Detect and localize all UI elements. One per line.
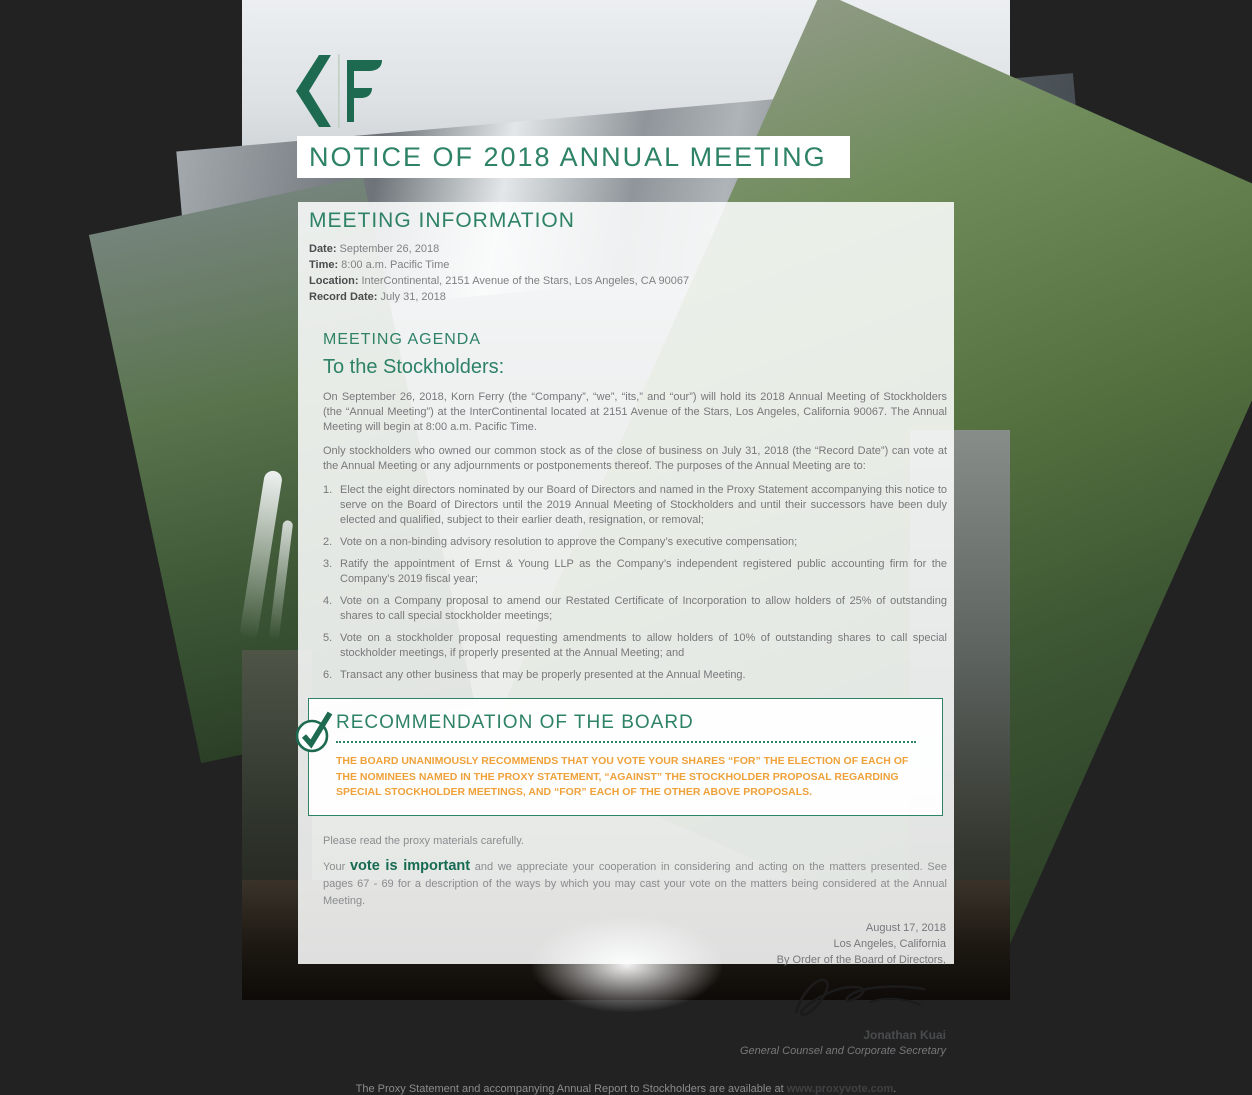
field-value: July 31, 2018 — [380, 291, 446, 303]
content-panel — [298, 202, 954, 1095]
secretary-name: Jonathan Kuai — [863, 1027, 946, 1042]
item-text: Ratify the appointment of Ernst & Young LLP as the Company’s independent registered public accounting firm for the Company’s 2019 fiscal year; — [340, 558, 947, 585]
page-title: NOTICE OF 2018 ANNUAL MEETING — [309, 141, 827, 172]
agenda-item — [323, 535, 947, 550]
recommendation-heading: RECOMMENDATION OF THE BOARD — [336, 712, 916, 743]
item-number: 6. — [323, 669, 333, 681]
item-text: Vote on a stockholder proposal requesting amendments to allow holders of 10% of outstanding shares to call special stockholder meetings, if properly presented at the Annual Meeting; and — [340, 632, 947, 659]
signature-image — [298, 972, 932, 1029]
notice-page — [242, 0, 1010, 1095]
item-text: Vote on a Company proposal to amend our Restated Certificate of Incorporation to allow holders of 25% of outstanding shares to call special stockholder meetings; — [340, 595, 947, 622]
signoff-location: Los Angeles, California — [833, 937, 946, 950]
agenda-item — [323, 594, 947, 624]
agenda-item — [323, 631, 947, 661]
title-banner — [297, 136, 850, 178]
item-number: 2. — [323, 536, 333, 548]
secretary-title: General Counsel and Corporate Secretary — [739, 1044, 946, 1057]
signoff-block — [298, 920, 946, 1059]
vote-important-highlight: vote is important — [349, 857, 471, 874]
item-text: Vote on a non-binding advisory resolution to approve the Company’s executive compensation; — [340, 536, 798, 548]
meeting-information-section — [309, 209, 944, 305]
agenda-item — [323, 668, 947, 683]
signoff-by-order: By Order of the Board of Directors, — [776, 953, 946, 966]
field-label: Time: — [309, 259, 339, 271]
recommendation-box — [308, 698, 943, 816]
meeting-info-time — [309, 257, 944, 273]
field-label: Date: — [309, 243, 337, 255]
field-label: Location: — [309, 275, 359, 287]
field-value: InterContinental, 2151 Avenue of the Stars, Los Angeles, CA 90067 — [361, 275, 690, 287]
item-number: 3. — [323, 558, 333, 570]
vote-prefix: Your — [323, 860, 350, 873]
agenda-paragraph: On September 26, 2018, Korn Ferry (the “Company”, “we”, “its,” and “our”) will hold its 2018 Annual Meeting of Stockholders (the “Annual Meeting”) at the InterContinental located at 2151 Avenue of the Stars, Los Angeles, California 90067. The Annual Meeting will begin at 8:00 a.m. Pacific Time. — [323, 391, 947, 433]
meeting-info-date — [309, 241, 944, 257]
salutation: To the Stockholders: — [323, 356, 505, 378]
read-carefully-note: Please read the proxy materials carefully. — [323, 834, 524, 847]
item-number: 5. — [323, 632, 333, 644]
item-text: Elect the eight directors nominated by our Board of Directors and named in the Proxy Statement accompanying this notice to serve on the Board of Directors until the 2019 Annual Meeting of Stockholders and until their successors have been duly elected and qualified, subject to their earlier death, resignation, or removal; — [340, 484, 947, 526]
field-label: Record Date: — [309, 291, 378, 303]
korn-ferry-logo-icon — [292, 54, 384, 128]
agenda-paragraph: Only stockholders who owned our common stock as of the close of business on July 31, 2018 (the “Record Date”) can vote at the Annual Meeting or any adjournments or postponements thereof. The purposes of the Annual Meeting are to: — [323, 445, 947, 472]
item-text: Transact any other business that may be properly presented at the Annual Meeting. — [340, 669, 746, 681]
footer-period: . — [893, 1082, 897, 1095]
agenda-item — [323, 557, 947, 587]
meeting-agenda-section — [323, 331, 947, 683]
agenda-item — [323, 483, 947, 528]
item-number: 4. — [323, 595, 333, 607]
item-number: 1. — [323, 484, 333, 496]
meeting-info-record-date — [309, 289, 944, 305]
field-value: 8:00 a.m. Pacific Time — [341, 259, 450, 271]
vote-suffix: and we appreciate your cooperation in considering and acting on the matters presented. See pages 67 - 69 for a description of the ways by which you may cast your vote on the matters being considered at the Annual Meeting. — [323, 860, 947, 907]
availability-footer — [298, 1083, 954, 1095]
recommendation-text: THE BOARD UNANIMOUSLY RECOMMENDS THAT YOU VOTE YOUR SHARES “FOR” THE ELECTION OF EACH OF THE NOMINEES NAMED IN THE PROXY STATEMENT, “AGAINST” THE STOCKHOLDER PROPOSAL REGARDING SPECIAL STOCKHOLDER MEETINGS, AND “FOR” EACH OF THE OTHER ABOVE PROPOSALS. — [336, 755, 909, 798]
vote-important-paragraph — [323, 858, 947, 910]
footer-text: The Proxy Statement and accompanying Annual Report to Stockholders are available at — [355, 1082, 787, 1095]
field-value: September 26, 2018 — [339, 243, 440, 255]
check-circle-icon — [293, 709, 335, 755]
meeting-info-location — [309, 273, 944, 289]
proxyvote-link[interactable]: www.proxyvote.com — [786, 1082, 894, 1095]
signoff-date: August 17, 2018 — [865, 921, 946, 934]
meeting-agenda-heading: MEETING AGENDA — [323, 331, 482, 348]
meeting-information-heading: MEETING INFORMATION — [309, 209, 575, 232]
